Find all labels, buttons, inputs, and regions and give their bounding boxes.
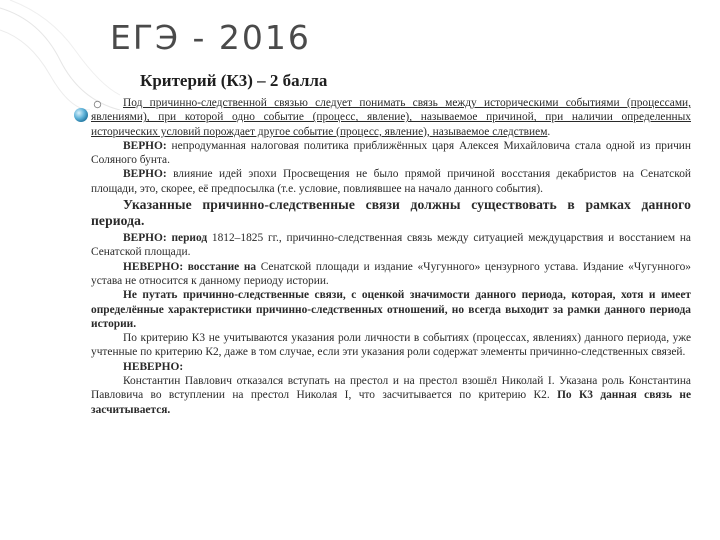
example-incorrect-2: Константин Павлович отказался вступать на престол и на престол взошёл Николай I. Указана роль Константина Павловича во вступлении на престол Николая I, что засчитывается по критерию К2. По К3 данная связь не засчитывается. xyxy=(91,375,691,416)
criterion-text xyxy=(91,96,691,417)
corner-decoration xyxy=(0,0,120,110)
example-correct-2: ВЕРНО: влияние идей эпохи Просвещения не было прямой причиной восстания декабристов на Сенатской площади, это, скорее, её предпосылка (т.е. условие, повлиявшее на начало данного события). xyxy=(91,168,691,195)
example-correct-1: ВЕРНО: непродуманная налоговая политика приближённых царя Алексея Михайловича стала одной из причин Соляного бунта. xyxy=(91,139,691,167)
example-incorrect-1: НЕВЕРНО: восстание на Сенатской площади и издание «Чугунного» цензурного устава. Издание «Чугунного» устава не относится к данному периоду истории. xyxy=(91,260,691,287)
page-title: ЕГЭ - 2016 xyxy=(110,18,311,57)
definition-text: Под причинно-следственной связью следует понимать связь между историческими событиями (процессами, явлениями), при которой одно событие (процесс, явление), называемое причиной, при наличии определенных исторических условий порождает другое событие (процесс, явление), называемое следствием xyxy=(91,97,691,138)
rule-paragraph: По критерию К3 не учитываются указания роли личности в событиях (процессах, явлениях) данного периода, уже учтенные по критерию К2, даже в том случае, если эти указания роли содержат элементы причинно-следственных связей. xyxy=(91,332,691,359)
definition-paragraph: Под причинно-следственной связью следует понимать связь между историческими событиями (процессами, явлениями), при которой одно событие (процесс, явление), называемое причиной, при наличии определенных исторических условий порождает другое событие (процесс, явление), называемое следствием. xyxy=(91,97,691,138)
criterion-subtitle: Критерий (К3) – 2 балла xyxy=(140,71,328,90)
period-requirement: Указанные причинно-следственные связи должны существовать в рамках данного периода. xyxy=(91,197,691,229)
example-correct-3: ВЕРНО: период 1812–1825 гг., причинно-следственная связь между ситуацией междуцарствия и восстанием на Сенатской площади. xyxy=(91,232,691,259)
incorrect-label: НЕВЕРНО: xyxy=(123,360,184,373)
warning-paragraph: Не путать причинно-следственные связи, с оценкой значимости данного периода, которая, хотя и имеет определённые характеристики причинно-следственных отношений, но всегда выходит за рамки данного периода истории. xyxy=(91,289,691,330)
bullet-sphere-icon xyxy=(73,107,89,123)
